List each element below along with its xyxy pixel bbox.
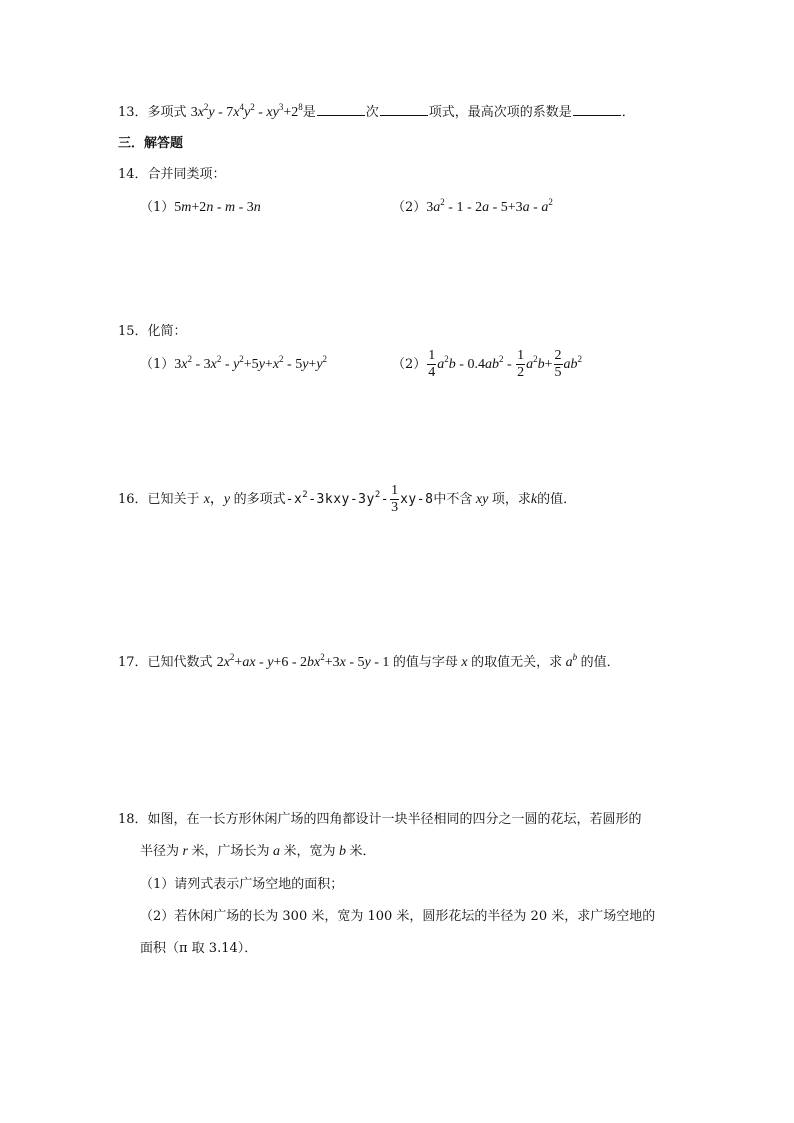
section-title: 三．解答题 <box>118 136 184 151</box>
question-16: 16．已知关于 x，y 的多项式$-x^2-3kxy-3y^2-$ $\frac{1}{3}$ xy-8中不含 xy 项，求k的值． <box>118 483 577 515</box>
question-text: 合并同类项： <box>147 167 226 182</box>
question-text: 多项式 <box>147 105 191 120</box>
algebraic-expression: $2x^2+ax - y+6 - 2bx^2+3x - 5y - 1$ <box>216 652 393 670</box>
answer-blank-degree[interactable] <box>317 103 365 116</box>
question-number: 15． <box>118 324 148 339</box>
answer-blank-terms[interactable] <box>380 103 428 116</box>
question-number: 16． <box>118 492 148 507</box>
expression: $3a^2 - 1 - 2a - 5+3a - a^2$ <box>426 197 553 215</box>
question-17: 17．已知代数式 $2x^2+ax - y+6 - 2bx^2+3x - 5y - 1$ 的值与字母 x 的取值无关，求 $a^b$ 的值． <box>118 652 620 670</box>
question-15-part-2: （2） $\frac{1}{4}$ $a^2b - 0.4ab^2$ - $\frac{1}{2}$ $a^2b+$ $\frac{2}{5}$ $ab^2$ <box>392 348 583 380</box>
question-14 <box>118 165 226 185</box>
question-18 <box>118 810 642 830</box>
polynomial-expression: $-x^2-3kxy-3y^2-$ <box>285 490 390 507</box>
answer-blank-coefficient[interactable] <box>573 103 621 116</box>
question-15 <box>118 322 187 342</box>
question-18-part-1: （1）请列式表示广场空地的面积； <box>140 877 344 892</box>
expression: 5m+2n - m - 3n <box>174 200 261 215</box>
question-number: 17． <box>118 655 148 670</box>
fraction-one-quarter: $\frac{1}{4}$ <box>428 348 436 380</box>
question-text: 如图，在一长方形休闲广场的四角都设计一块半径相同的四分之一圆的花坛，若圆形的 <box>147 812 642 827</box>
question-18-line-2: 半径为 r 米，广场长为 a 米，宽为 b 米． <box>140 844 376 859</box>
fraction-two-fifths: $\frac{2}{5}$ <box>554 348 562 380</box>
question-number: 18． <box>118 812 148 827</box>
question-15-part-1: $(1)3x^2 - 3x^2 - y^2+5y+x^2 - 5y+y^2$ <box>140 354 328 372</box>
fraction-one-half: $\frac{1}{2}$ <box>517 348 525 380</box>
question-18-part-2: （2）若休闲广场的长为 300 米，宽为 100 米，圆形花坛的半径为 20 米，求广场空地的 <box>140 909 656 924</box>
question-14-part-1: （1）5m+2n - m - 3n <box>140 200 261 215</box>
expression: $3x^2 - 3x^2 - y^2+5y+x^2 - 5y+y^2$ <box>174 354 328 372</box>
question-18-part-2-cont: 面积（π 取 3.14）． <box>140 941 258 956</box>
question-number: 14． <box>118 167 148 182</box>
polynomial-expression: $3x^2y - 7x^4y^2 - xy^3+2^8$ <box>190 102 303 120</box>
fraction-one-third: $\frac{1}{3}$ <box>391 483 399 515</box>
question-14-part-2: $(2)3a^2 - 1 - 2a - 5+3a - a^2$ <box>392 197 553 215</box>
question-number: 13． <box>118 105 148 120</box>
question-text: 化简： <box>147 324 187 339</box>
question-13: 13．多项式 $3x^2y - 7x^4y^2 - xy^3+2^8$是 次 项式，最高次项的系数是 ． <box>118 102 635 120</box>
